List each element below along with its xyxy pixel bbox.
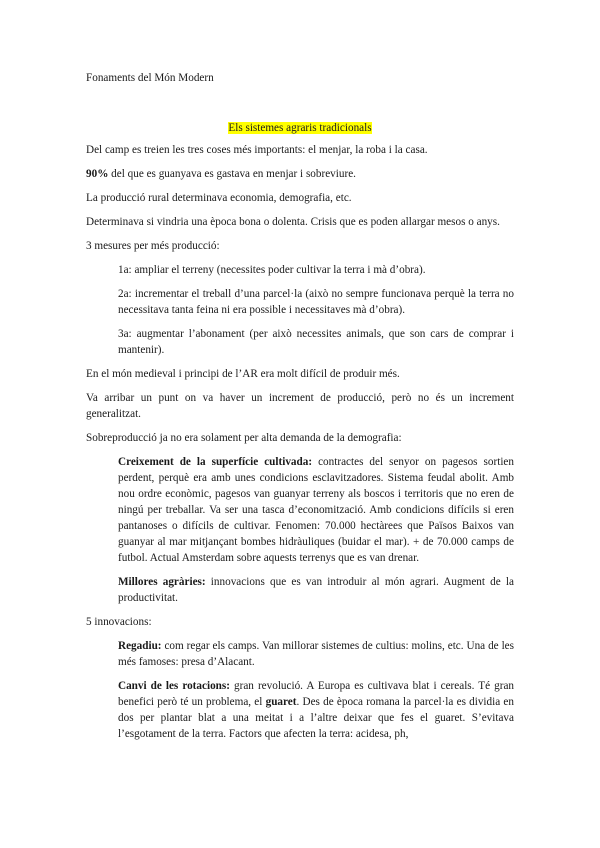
paragraph-6: En el món medieval i principi de l’AR era molt difícil de produir més. xyxy=(86,368,400,380)
paragraph-5: 3 mesures per més producció: xyxy=(86,240,220,252)
regadiu-heading: Regadiu: xyxy=(118,640,162,652)
regadiu-text: com regar els camps. Van millorar sistemes de cultius: molins, etc. Una de les més famoses: presa d’Alacant. xyxy=(118,640,514,668)
creixement-heading: Creixement de la superfície cultivada: xyxy=(118,456,313,468)
measure-1: 1a: ampliar el terreny (necessites poder cultivar la terra i mà d’obra). xyxy=(118,264,426,276)
paragraph-1: Del camp es treien les tres coses més importants: el menjar, la roba i la casa. xyxy=(86,144,428,156)
creixement-text: contractes del senyor on pagesos sortien perdent, perquè era amb unes condicions esclavitzadores. Sistema feudal abolit. Amb nou ordre econòmic, pagesos van guanyar terreny als boscos i territoris que no eren de ningú per treballar. Va ser una tasca d’economització. Amb condicions difícils si eren pantanoses o difícils de cultivar. Fenomen: 70.000 hectàrees que Països Baixos van guanyar al mar mitjançant bombes hidràuliques (buidar el mar). + de 70.000 camps de futbol. Actual Amsterdam sobre aquests terrenys que es van drenar. xyxy=(118,456,514,564)
paragraph-7: Va arribar un punt on va haver un increment de producció, però no és un increment generalitzat. xyxy=(86,392,514,420)
millores-paragraph xyxy=(118,574,514,606)
paragraph-4: Determinava si vindria una època bona o dolenta. Crisis que es poden allargar mesos o anys. xyxy=(86,216,500,228)
measure-3: 3a: augmentar l’abonament (per això necessites animals, que son cars de comprar i mantenir). xyxy=(118,328,514,356)
paragraph-8: Sobreproducció ja no era solament per alta demanda de la demografia: xyxy=(86,432,402,444)
paragraph-2 xyxy=(86,166,514,182)
document-title: Els sistemes agraris tradicionals xyxy=(228,122,372,134)
rotacions-text-1: gran revolució. A Europa es cultivava blat i cereals. Té gran benefici però té un problema, el xyxy=(118,680,515,708)
paragraph-2-bold: 90% xyxy=(86,168,109,180)
document-body xyxy=(86,70,514,750)
rotacions-paragraph xyxy=(118,678,514,742)
paragraph-9: 5 innovacions: xyxy=(86,616,152,628)
guaret-term: guaret xyxy=(265,696,297,708)
regadiu-paragraph xyxy=(118,638,514,670)
creixement-paragraph xyxy=(118,454,514,566)
paragraph-3: La producció rural determinava economia, demografia, etc. xyxy=(86,192,352,204)
rotacions-heading: Canvi de les rotacions: xyxy=(118,680,230,692)
millores-text: innovacions que es van introduir al món agrari. Augment de la productivitat. xyxy=(118,576,514,604)
measure-2: 2a: incrementar el treball d’una parcel·la (això no sempre funcionava perquè la terra no necessitava tanta feina ni era possible i necessitaves mà d’obra). xyxy=(118,288,514,316)
document-header: Fonaments del Món Modern xyxy=(86,72,214,84)
title-line xyxy=(86,120,514,136)
paragraph-2-text: del que es guanyava es gastava en menjar i sobreviure. xyxy=(108,168,356,180)
rotacions-text-2: . Des de època romana la parcel·la es dividia en dos per plantar blat a una meitat i a l’altre deixar que fes el guaret. S’evitava l’esgotament de la terra. Factors que afecten la terra: acidesa, ph, xyxy=(118,696,514,740)
millores-heading: Millores agràries: xyxy=(118,576,206,588)
